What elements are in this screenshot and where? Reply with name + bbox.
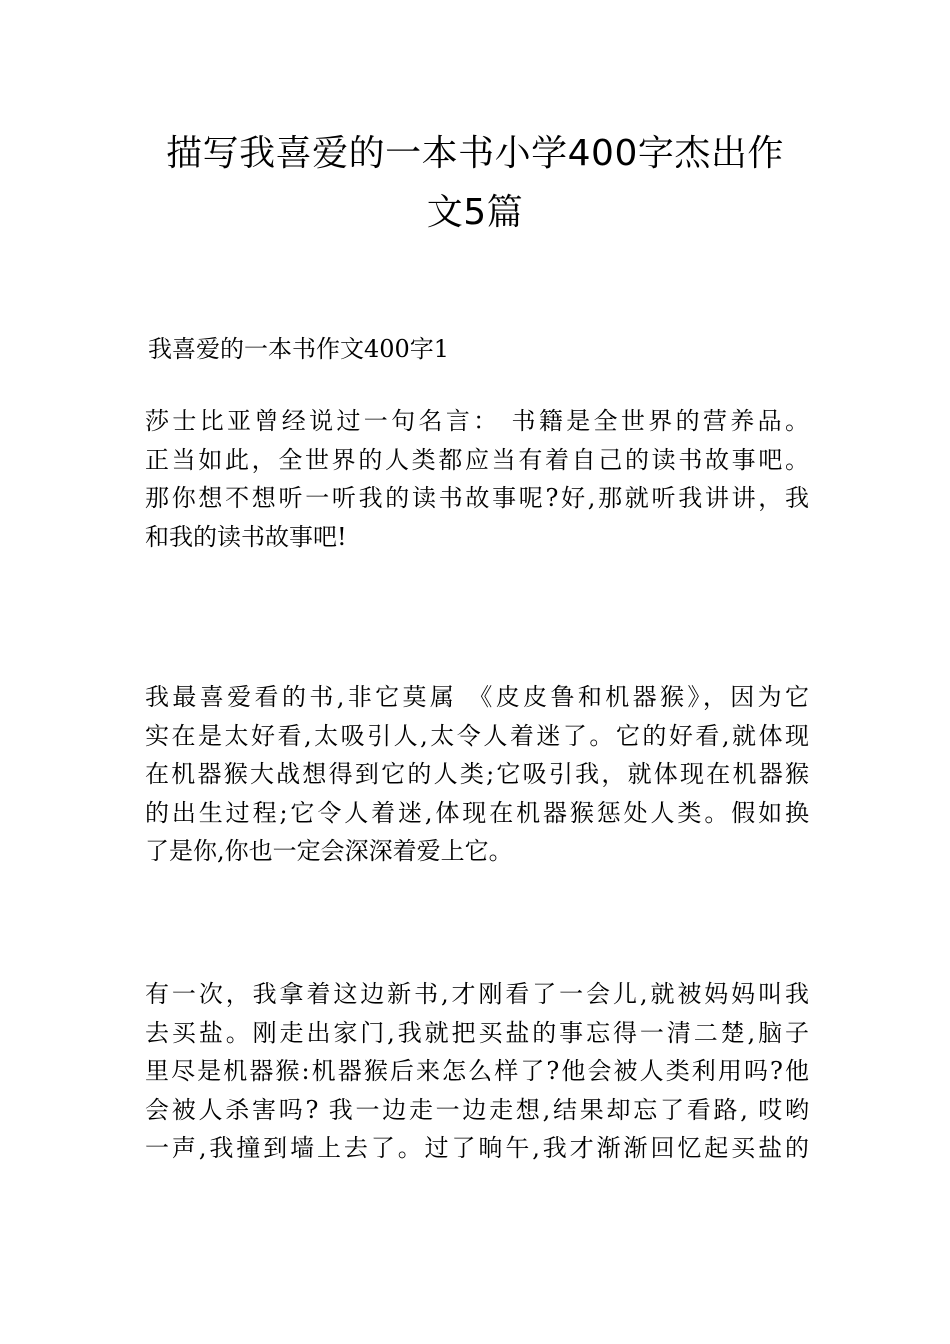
paragraph-line: 和我的读书故事吧! — [145, 522, 347, 551]
paragraph-line: 莎士比亚曾经说过一句名言： 书籍是全世界的营养品。 — [145, 407, 809, 435]
paragraph-line: 去买盐。刚走出家门,我就把买盐的事忘得一清二楚,脑子 — [145, 1018, 809, 1047]
paragraph-line: 正当如此，全世界的人类都应当有着自己的读书故事吧。 — [145, 445, 809, 474]
title-line: 描写我喜爱的一本书小学400字杰出作 — [166, 133, 784, 174]
paragraph — [145, 975, 809, 1168]
paragraph-line: 实在是太好看,太吸引人,太令人着迷了。它的好看,就体现 — [145, 721, 809, 750]
essay-subtitle: 我喜爱的一本书作文400字1 — [148, 335, 450, 363]
title-line: 文5篇 — [426, 192, 524, 233]
document-title — [120, 124, 830, 242]
paragraph-line: 一声,我撞到墙上去了。过了晌午,我才渐渐回忆起买盐的 — [145, 1134, 809, 1162]
paragraph-line: 里尽是机器猴:机器猴后来怎么样了?他会被人类利用吗?他 — [145, 1057, 809, 1085]
paragraph-line: 的出生过程;它令人着迷,体现在机器猴惩处人类。假如换 — [145, 798, 809, 827]
paragraph-line: 了是你,你也一定会深深着爱上它。 — [145, 837, 513, 865]
paragraph-line: 在机器猴大战想得到它的人类;它吸引我，就体现在机器猴 — [145, 760, 809, 788]
paragraph-line: 会被人杀害吗? 我一边走一边走想,结果却忘了看路, 哎哟 — [145, 1095, 809, 1124]
paragraph — [145, 678, 809, 871]
paragraph-line: 我最喜爱看的书,非它莫属 《皮皮鲁和机器猴》，因为它 — [145, 683, 809, 711]
paragraph-line: 那你想不想听一听我的读书故事呢?好,那就听我讲讲，我 — [145, 484, 809, 512]
paragraph — [145, 402, 809, 556]
paragraph-line: 有一次，我拿着这边新书,才刚看了一会儿,就被妈妈叫我 — [145, 980, 809, 1008]
